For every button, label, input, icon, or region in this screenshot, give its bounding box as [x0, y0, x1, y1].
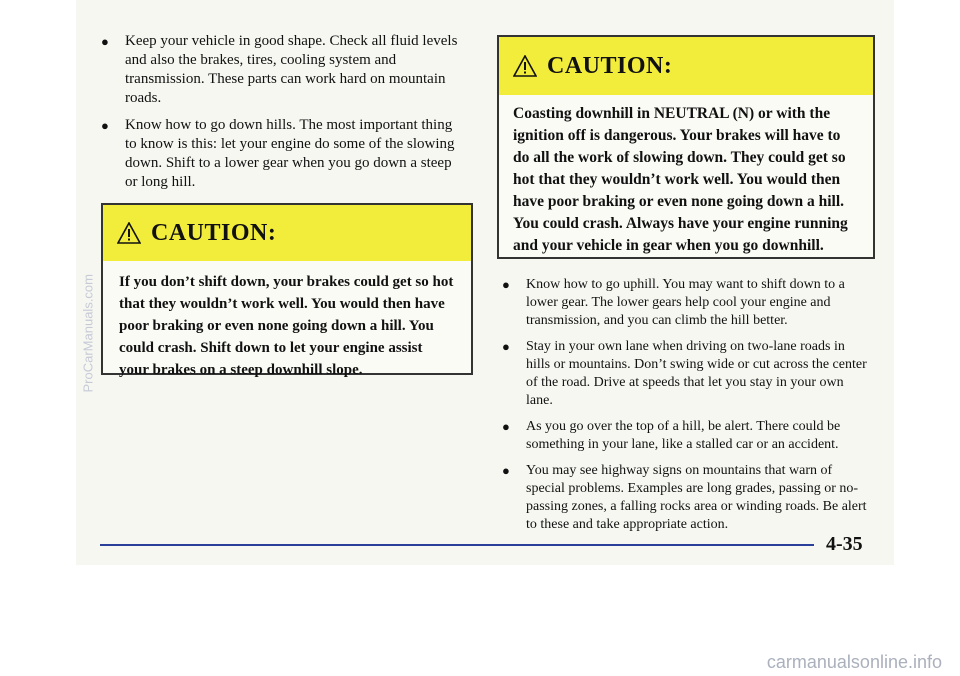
list-item [101, 116, 466, 192]
page-number: 4-35 [826, 533, 863, 555]
bullet-text: You may see highway signs on mountains that warn of special problems. Examples are long grades, passing or no-passing zones, a falling rocks area or winding roads. Be alert to these and take appropriate action. [526, 463, 867, 532]
bullet-icon: ● [101, 34, 109, 49]
bullet-icon: ● [502, 277, 510, 292]
bottom-watermark: carmanualsonline.info [766, 652, 942, 672]
bullet-text: Keep your vehicle in good shape. Check all fluid levels and also the brakes, tires, cooling system and transmission. These parts can work hard on mountain roads. [125, 33, 458, 106]
bullet-text: Stay in your own lane when driving on two-lane roads in hills or mountains. Don’t swing wide or cut across the center of the road. Drive at speeds that let you stay in your own lane. [526, 339, 867, 408]
bullet-text: Know how to go down hills. The most important thing to know is this: let your engine do some of the slowing down. Shift to a lower gear when you go down a steep or long hill. [125, 117, 455, 190]
footer-rule [100, 544, 814, 546]
list-item [502, 338, 872, 410]
caution-header [103, 205, 471, 261]
bullet-text: As you go over the top of a hill, be alert. There could be something in your lane, like a stalled car or an accident. [526, 419, 841, 452]
caution-box-left [101, 203, 473, 378]
caution-header [499, 37, 873, 95]
bullet-text: Know how to go uphill. You may want to shift down to a lower gear. The lower gears help cool your engine and transmission, and you can climb the hill better. [526, 277, 845, 328]
right-bullet-list [502, 276, 872, 542]
warning-triangle-icon [513, 55, 537, 77]
left-bullet-list [101, 32, 466, 200]
list-item [101, 32, 466, 108]
bullet-icon: ● [502, 419, 510, 434]
bullet-icon: ● [502, 463, 510, 478]
caution-text: If you don’t shift down, your brakes could get so hot that they wouldn’t work well. You would then have poor braking or even none going down a hill. You could crash. Shift down to let your engine assist your brakes on a steep downhill slope. [119, 274, 454, 378]
list-item [502, 276, 872, 330]
caution-title: CAUTION: [547, 52, 673, 79]
caution-title: CAUTION: [151, 219, 277, 246]
list-item [502, 418, 872, 454]
side-watermark [78, 190, 96, 393]
bullet-icon: ● [502, 339, 510, 354]
side-watermark-text: ProCarManuals.com [80, 274, 96, 393]
warning-triangle-icon [117, 222, 141, 244]
caution-box-right [497, 35, 875, 259]
caution-text: Coasting downhill in NEUTRAL (N) or with the ignition off is dangerous. Your brakes will have to do all the work of slowing down. They could get so hot that they wouldn’t work well. You would then have poor braking or even none going down a hill. You could crash. Always have your engine running and your vehicle in gear when you go downhill. [513, 105, 848, 254]
list-item [502, 462, 872, 534]
bullet-icon: ● [101, 118, 109, 133]
